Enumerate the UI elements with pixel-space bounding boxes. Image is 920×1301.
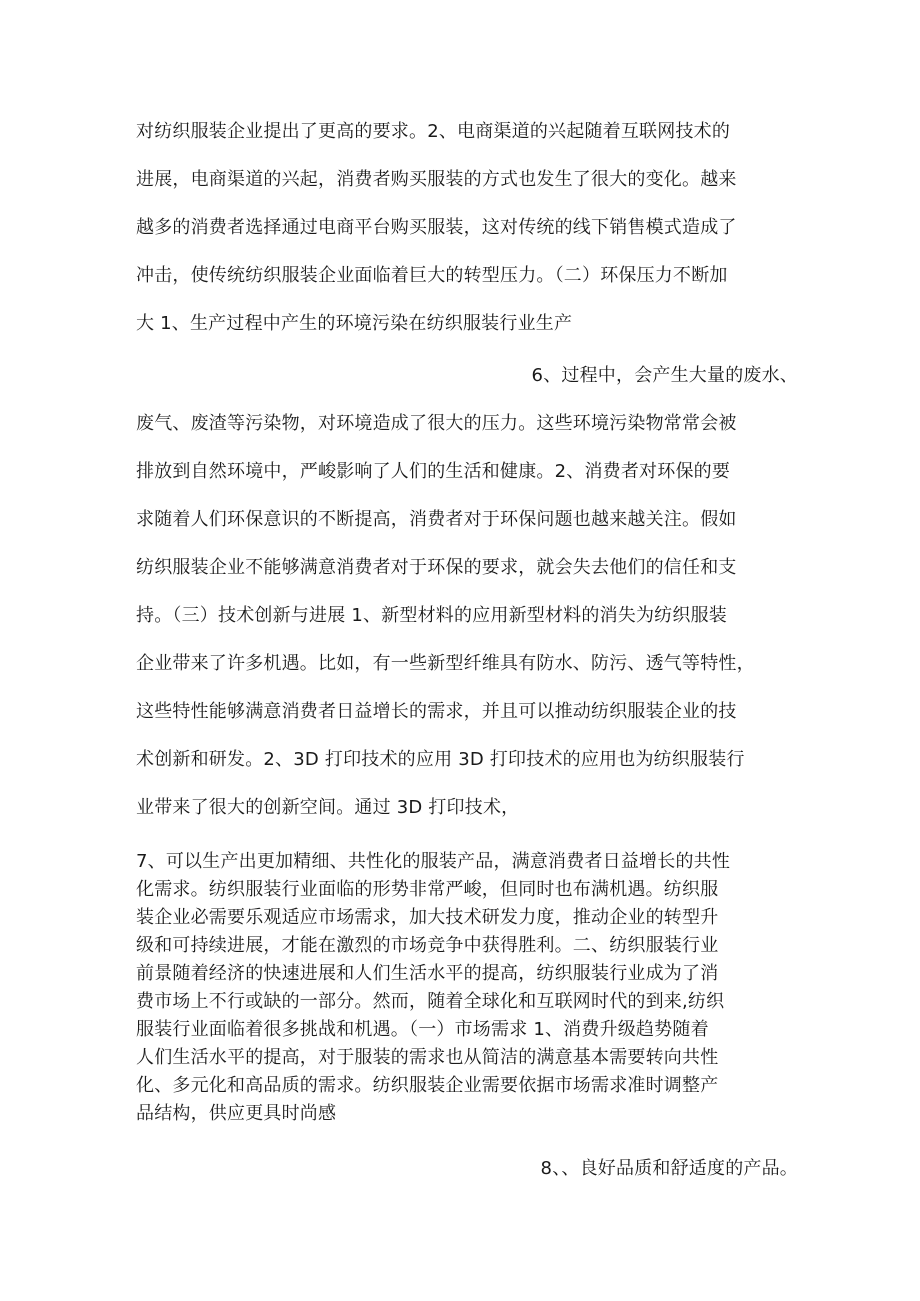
text-line: 求随着人们环保意识的不断提高，消费者对于环保问题也越来越关注。假如 [136,509,737,530]
text-line: 人们生活水平的提高，对于服装的需求也从简洁的满意基本需要转向共性 [136,1047,719,1068]
text-line: 化、多元化和高品质的需求。纺织服装企业需要依据市场需求准时调整产 [136,1075,719,1096]
text-line: 装企业必需要乐观适应市场需求，加大技术研发力度，推动企业的转型升 [136,907,719,928]
text-line: 级和可持续进展，才能在激烈的市场竞争中获得胜利。二、纺织服装行业 [136,935,719,956]
section-heading-8: 8、、良好品质和舒适度的产品。 [540,1158,798,1179]
section-heading-6: 6、过程中，会产生大量的废水、 [531,365,798,386]
text-line: 品结构，供应更具时尚感 [136,1103,337,1124]
text-line: 费市场上不行或缺的一部分。然而，随着全球化和互联网时代的到来,纺织 [136,991,725,1012]
text-line: 企业带来了许多机遇。比如，有一些新型纤维具有防水、防污、透气等特性， [136,653,755,674]
text-line: 大 1、生产过程中产生的环境污染在纺织服装行业生产 [136,313,573,334]
text-line: 越多的消费者选择通过电商平台购买服装，这对传统的线下销售模式造成了 [136,217,737,238]
text-line: 对纺织服装企业提出了更高的要求。2、电商渠道的兴起随着互联网技术的 [136,121,731,142]
text-line: 前景随着经济的快速进展和人们生活水平的提高，纺织服装行业成为了消 [136,963,719,984]
text-line: 纺织服装企业不能够满意消费者对于环保的要求，就会失去他们的信任和支 [136,557,737,578]
text-line: 冲击，使传统纺织服装企业面临着巨大的转型压力。（二）环保压力不断加 [136,265,728,286]
text-line: 废气、废渣等污染物，对环境造成了很大的压力。这些环境污染物常常会被 [136,413,737,434]
text-line: 这些特性能够满意消费者日益增长的需求，并且可以推动纺织服装企业的技 [136,701,737,722]
text-line: 服装行业面临着很多挑战和机遇。（一）市场需求 1、消费升级趋势随着 [136,1019,709,1040]
text-line: 业带来了很大的创新空间。通过 3D 打印技术， [136,797,520,818]
text-line: 术创新和研发。2、3D 打印技术的应用 3D 打印技术的应用也为纺织服装行 [136,749,745,770]
text-line: 持。（三）技术创新与进展 1、新型材料的应用新型材料的消失为纺织服装 [136,605,727,626]
text-line: 排放到自然环境中，严峻影响了人们的生活和健康。2、消费者对环保的要 [136,461,731,482]
text-line: 进展，电商渠道的兴起，消费者购买服装的方式也发生了很大的变化。越来 [136,169,737,190]
text-line: 7、可以生产出更加精细、共性化的服装产品，满意消费者日益增长的共性 [136,851,731,872]
text-line: 化需求。纺织服装行业面临的形势非常严峻，但同时也布满机遇。纺织服 [136,879,719,900]
